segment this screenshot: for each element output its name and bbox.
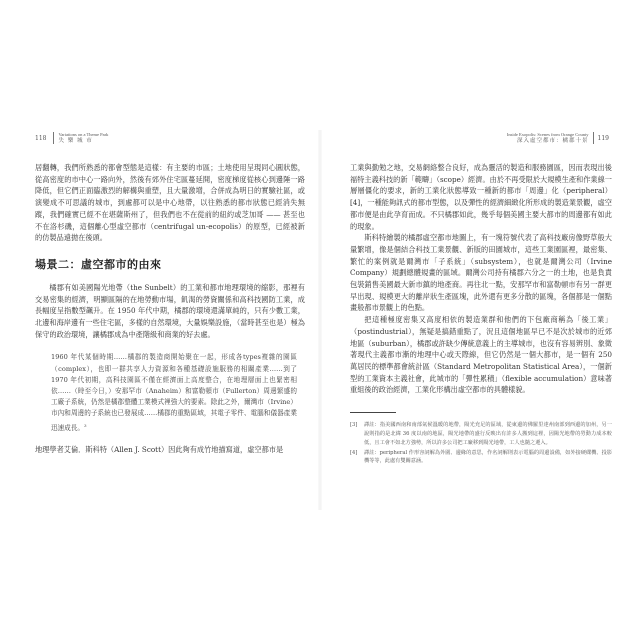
section-body	[35, 282, 305, 341]
footnote-text: 譯註：指美國西南和南部氣候溫暖的地帶，陽光充足的區域，從東邊的佛羅里達州南部到西邊的加州，另一說則指的是北緯 36 度以南的地區，陽光地帶的盛行反映出有許多人搬到這裡，因陽光地帶的勞動力成本較低，且工會不如北方強勢，所以許多公司把工廠移到陽光地帶，工人也隨之遷入。	[364, 422, 612, 446]
running-title	[507, 132, 589, 144]
running-title-zh: 失 樂 城 市	[58, 138, 93, 144]
running-title-zh: 深入虛空都市：橘郡十景	[517, 138, 589, 144]
header-divider	[53, 132, 54, 144]
header-divider	[593, 132, 594, 144]
running-title-en: Inside Exopolis: Scenes from Orange County	[506, 132, 589, 137]
footnote-number: [3]	[350, 422, 358, 429]
footnote-number: [4]	[350, 449, 358, 456]
left-running-head	[35, 130, 305, 146]
right-page	[350, 130, 612, 467]
footnote-text: 譯註：peripheral 作形容詞解為外圍、邊緣的意思，作名詞解則表示電腦的周邊設備，如外接硬碟機、投影機等等，此處有雙關意涵。	[364, 449, 612, 465]
page-number: 119	[597, 134, 609, 142]
closing-line: 地理學者艾倫．斯科特（Allen J. Scott）因此夠有成竹地描寫道，虛空都市是	[35, 445, 284, 455]
paragraph-2: 斯科特繪製的橘郡虛空都市地圖上，有一塊符號代表了高科技廠房像野草般大量繁增，像是個結合科技工業景觀、新版的田園城市，這些工業園區裡，最密集、繁忙的案例就是爾灣市「子系統」（subsystem），也就是爾灣公司（Irvine Company）規劃總體規畫的區域。爾灣公司持有橘郡六分之一的土地，也是負責包裝銷售美國最大新市鎮的地產商。再往北一點，安那罕市和富勒頓市有另一群更早出現、規模更大的離岸狀生產區塊，此外還有更多分散的區塊，各個都是一個點畫般都市景觀上的色點。	[350, 233, 612, 313]
book-gutter	[318, 130, 322, 510]
closing-body	[35, 444, 305, 456]
footnote-item	[350, 421, 612, 447]
section-paragraph: 橘郡有如美國陽光地帶（the Sunbelt）的工業和都市地理環境的縮影，那裡有交易密集的經濟，明顯區隔的在地勞動市場，飢渴的勞資關係和高科技國防工業，成長幅度呈指數型飆升。在 1950 年代中期，橘郡的環境還滿單純的，只有少數工業，北邊和海岸邊有一些住宅區，多樣的自然環境，大量娛樂設施，（當時甚至也是）極為保守的政治環境，讓橘郡成為中產階級和商業的好去處。	[35, 282, 305, 339]
paragraph-1: 工業與勤勉之地，交易網絡整合良好，成為靈活的製造和服務園區，因而表現出後福特主義科技的新「範疇」（scope）經濟。由於不再受限於大規模生產和作業線一層層僵化的要求，新的工業化狀態導致一種新的都市「周邊」化（peripheral）[4]，一種能夠訊式的都市型態，以及彈性的經濟細緻化所形成的製造業景觀，虛空都市便是由此孕育而成。不只橘郡如此，幾乎每個美國主要大都市的周邊都有如此的現象。	[350, 163, 612, 231]
footnote-ref[interactable]: 3	[83, 422, 87, 428]
running-title-en: Variations on a Theme Park	[58, 132, 109, 137]
right-body	[350, 162, 612, 396]
paragraph-3: 把這種極度密集又高度相依的製造業群和他們的下包廠商稱為「後工業」（postindustrial），無疑是搞錯重點了，況且這個地區早已不是次於城市的近郊地區（suburban），橘郡或許缺少傳統意義上的主導城市，也沒有容易辨別、象徵著現代主義都市漸的地理中心或天際線，但它仍然是一個大都市，是一個有 250 萬居民的標準都會統計區（Standard Metropolitan Statistical Area），一個新型的工業資本主義社會，此城市的「彈性累積」（flexible accumulation）意味著重組後的政治經濟，工業化形構出虛空都市的具體樣貌。	[350, 315, 612, 395]
left-body	[35, 162, 305, 244]
opening-paragraph: 居翻轉，我們所熟悉的都會型態是這樣：有主要的市區；土地使用呈現同心圓狀態，從高密度的市中心一路向外，然後有郊外住宅區蔓延開，密度梯度從核心到邊陲一路降低，但它們正面臨激烈的解構與重塑，且大量激增，合併成為明日的實驗社區，或演變成不可思議的城市，到處都可以是中心地帶，以往熟悉的都市狀態已經消失無蹤，我們確實已經不在堪薩斯州了，但我們也不在從前的紐約或芝加哥 —— 甚至也不在洛杉磯，這個離心型虛空都市（centrifugal un-ecopolis）的原型，已經被新的仿製品遠拋在後頭。	[35, 163, 305, 243]
left-page	[35, 130, 305, 456]
page-number: 118	[35, 134, 47, 142]
running-title	[58, 132, 108, 144]
blockquote-text: 1960 年代某個時期……橘郡的製造商開始聚在一起，形成各types複雜的園區（complex），也即一群共享人力資源和各種基礎設施服務的相關產業……到了 1970 年代初期，高科技園區不僅在經濟面上高度整合，在地理層面上也緊密相依……（時至今日，）安那罕市（Anaheim）和富勒頓市（Fullerton）周邊繁盛的工廠子系統，仍然是橘郡整體工業模式裡強大的要素。除此之外，爾灣市（Irvine）市內和周邊的子系統也已發展成……橘郡的重點區域，其電子零件、電腦和儀器產業迅速成長。	[51, 353, 297, 432]
footnotes	[350, 421, 612, 466]
right-running-head	[350, 130, 612, 146]
blockquote	[51, 352, 297, 434]
footnote-divider	[350, 412, 396, 413]
footnote-item	[350, 449, 612, 467]
section-heading: 場景二：虛空都市的由來	[35, 257, 162, 271]
